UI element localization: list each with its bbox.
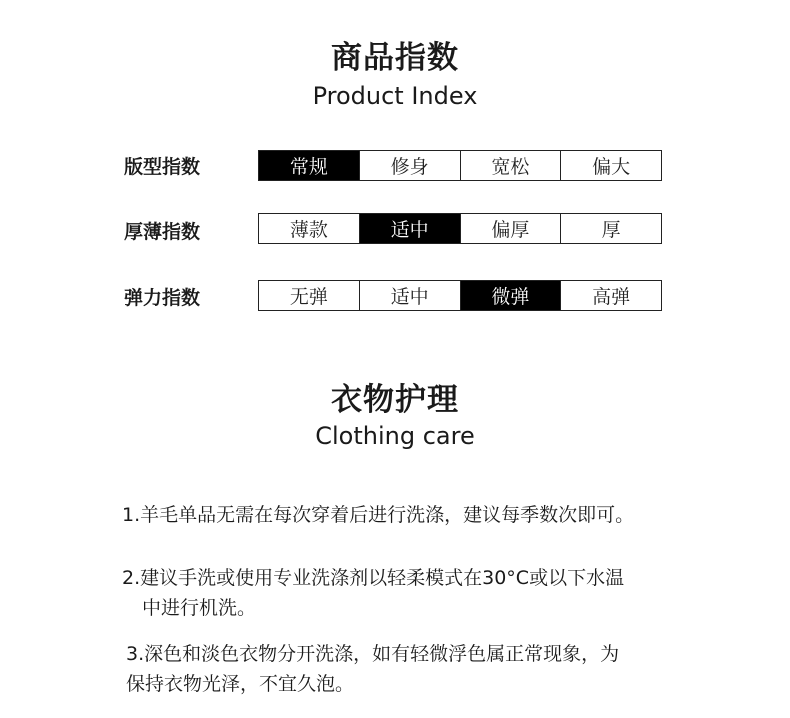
care-item [122,563,624,623]
care-item-line: 1.羊毛单品无需在每次穿着后进行洗涤，建议每季数次即可。 [122,504,635,526]
index-option: 常规 [259,151,359,180]
index-option: 适中 [359,281,460,310]
clothing-care-subtitle: Clothing care [315,422,475,450]
care-item-line: 3.深色和淡色衣物分开洗涤，如有轻微浮色属正常现象，为 [126,643,620,665]
care-item [126,639,619,699]
care-item-line: 2.建议手洗或使用专业洗涤剂以轻柔模式在30°C或以下水温 [122,567,625,589]
index-scale [258,213,662,244]
index-option: 修身 [359,151,460,180]
index-option: 无弹 [289,286,328,308]
index-option: 宽松 [460,151,561,180]
product-index-title: 商品指数 [331,40,459,76]
index-option: 偏大 [560,151,661,180]
care-item [122,500,634,530]
product-index-subtitle: Product Index [312,82,478,110]
care-item-line: 中进行机洗。 [142,597,257,619]
index-scale [258,150,662,181]
index-row-label: 厚薄指数 [124,221,201,243]
index-option: 适中 [359,214,460,243]
care-item-line: 保持衣物光泽，不宜久泡。 [126,673,355,695]
index-option: 厚 [560,214,661,243]
index-row-label: 弹力指数 [124,287,201,309]
index-option: 偏厚 [460,214,561,243]
index-row-label: 版型指数 [124,156,201,178]
index-option: 微弹 [460,281,561,310]
index-option: 薄款 [289,219,328,241]
index-scale [258,280,662,311]
index-option: 高弹 [560,281,661,310]
clothing-care-title: 衣物护理 [331,382,459,418]
